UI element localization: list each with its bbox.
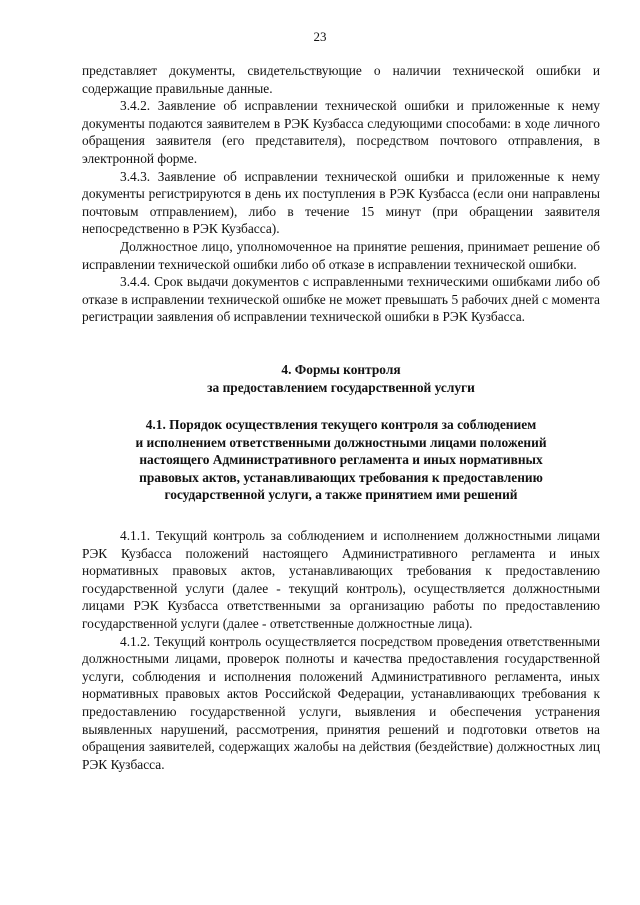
section-heading-line: за предоставлением государственной услуги (207, 379, 475, 395)
paragraph-3-4-3: 3.4.3. Заявление об исправлении технической ошибки и приложенные к нему документы регистрируются в день их поступления в РЭК Кузбасса (если они направлены почтовым отправлением), либо в течение 15 минут (при обращении заявителя непосредственно в РЭК Кузбасса). (82, 168, 600, 237)
document-body (82, 62, 600, 773)
paragraph-3-4-2: 3.4.2. Заявление об исправлении технической ошибки и приложенные к нему документы подаются заявителем в РЭК Кузбасса следующими способами: в ходе личного обращения заявителя (его представителя), посредством почтового отправления, в электронной форме. (82, 98, 600, 166)
paragraph-official-decision: Должностное лицо, уполномоченное на принятие решения, принимает решение об исправлении технической ошибки либо об отказе в исправлении технической ошибки. (82, 238, 600, 272)
subsection-heading-line: и исполнением ответственными должностными лицами положений (135, 434, 547, 450)
paragraph-4-1-1: 4.1.1. Текущий контроль за соблюдением и исполнением должностными лицами РЭК Кузбасса положений настоящего Административного регламента и иных нормативных правовых актов, устанавливающих требования к предоставлению государственной услуги (далее - текущий контроль), осуществляется должностными лицами РЭК Кузбасса ответственными за организацию работы по предоставлению государственной услуги (далее - ответственные должностные лица). (82, 528, 600, 632)
subsection-heading-line: 4.1. Порядок осуществления текущего контроля за соблюдением (145, 417, 537, 433)
paragraph-continuation: представляет документы, свидетельствующие о наличии технической ошибки и содержащие правильные данные. (82, 63, 600, 96)
paragraph-4-1-2: 4.1.2. Текущий контроль осуществляется посредством проведения ответственными должностными лицами, проверок полноты и качества предоставления государственной услуги, соблюдения и исполнения положений Административного регламента, иных нормативных правовых актов Российской Федерации, устанавливающих требования к предоставлению государственной услуги, выявления и обеспечения устранения выявленных нарушений, рассмотрения, принятия решений и подготовки ответов на обращения заявителей, содержащих жалобы на действия (бездействие) должностных лиц РЭК Кузбасса. (82, 633, 600, 772)
section-heading (82, 361, 600, 396)
subsection-heading (82, 416, 600, 504)
section-heading-line: 4. Формы контроля (281, 361, 401, 377)
page-number: 23 (313, 29, 327, 44)
paragraph-3-4-4: 3.4.4. Срок выдачи документов с исправленными техническими ошибками либо об отказе в исправлении технической ошибке не может превышать 5 рабочих дней с момента регистрации заявления об исправлении технической ошибки в РЭК Кузбасса. (82, 274, 600, 325)
subsection-heading-line: правовых актов, устанавливающих требования к предоставлению (139, 469, 543, 485)
subsection-heading-line: государственной услуги, а также принятием ими решений (164, 487, 518, 503)
subsection-heading-line: настоящего Административного регламента и иных нормативных (139, 452, 543, 468)
